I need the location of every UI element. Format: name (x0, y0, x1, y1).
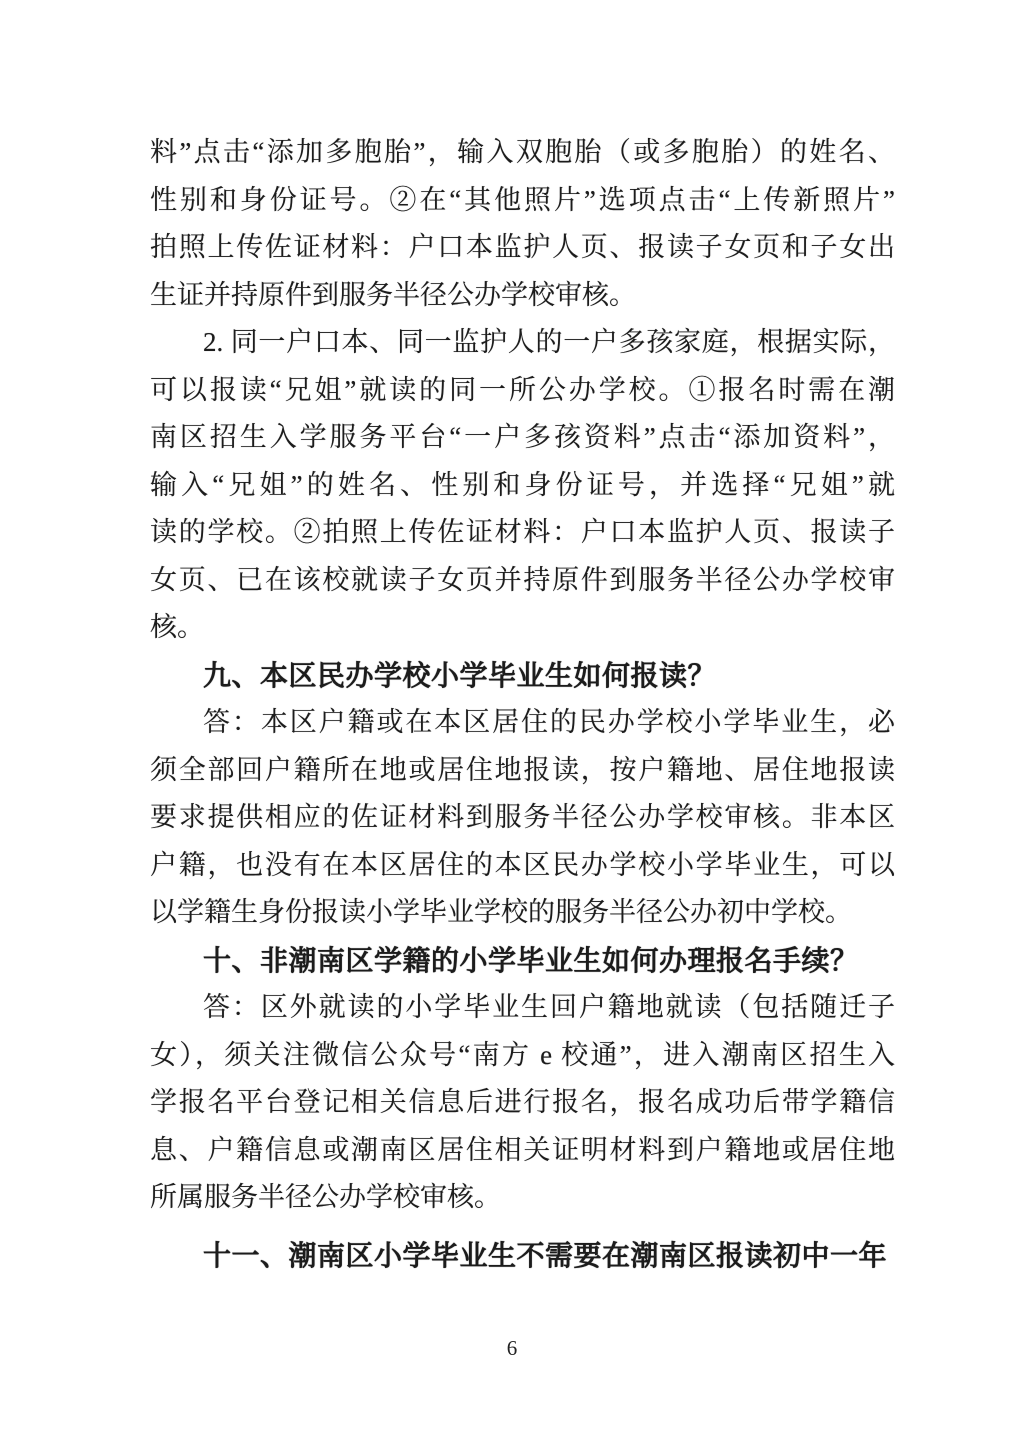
document-body (150, 129, 895, 1279)
body-line: 须全部回户籍所在地或居住地报读，按户籍地、居住地报读 (150, 754, 895, 785)
question-heading-11: 十一、潮南区小学毕业生不需要在潮南区报读初中一年 (203, 1239, 888, 1271)
body-line: 要求提供相应的佐证材料到服务半径公办学校审核。非本区 (150, 802, 895, 832)
body-line: 核。 (150, 612, 204, 642)
body-line: 可以报读“兄姐”就读的同一所公办学校。①报名时需在潮 (150, 374, 895, 405)
question-heading-9: 九、本区民办学校小学毕业生如何报读？ (203, 659, 717, 691)
body-line: 学报名平台登记相关信息后进行报名，报名成功后带学籍信 (150, 1087, 895, 1117)
body-line: 所属服务半径公办学校审核。 (150, 1182, 501, 1212)
body-line: 女），须关注微信公众号“南方 e 校通”，进入潮南区招生入 (150, 1039, 895, 1070)
body-line: 读的学校。②拍照上传佐证材料：户口本监护人页、报读子 (150, 517, 895, 547)
body-line: 输入“兄姐”的姓名、性别和身份证号，并选择“兄姐”就 (150, 469, 895, 500)
body-line: 性别和身份证号。②在“其他照片”选项点击“上传新照片” (150, 184, 895, 215)
page-number: 6 (506, 1336, 518, 1360)
body-line: 以学籍生身份报读小学毕业学校的服务半径公办初中学校。 (150, 897, 852, 927)
question-heading-10: 十、非潮南区学籍的小学毕业生如何办理报名手续？ (203, 944, 859, 976)
body-line: 南区招生入学服务平台“一户多孩资料”点击“添加资料”， (150, 422, 895, 452)
body-line: 2. 同一户口本、同一监护人的一户多孩家庭，根据实际， (203, 327, 895, 357)
body-line: 生证并持原件到服务半径公办学校审核。 (150, 279, 636, 310)
body-line: 拍照上传佐证材料：户口本监护人页、报读子女页和子女出 (150, 232, 895, 262)
body-line: 息、户籍信息或潮南区居住相关证明材料到户籍地或居住地 (150, 1134, 895, 1165)
body-line: 户籍，也没有在本区居住的本区民办学校小学毕业生，可以 (150, 849, 895, 880)
answer-line: 答：本区户籍或在本区居住的民办学校小学毕业生，必 (203, 707, 895, 737)
answer-line: 答：区外就读的小学毕业生回户籍地就读（包括随迁子 (203, 992, 895, 1022)
body-line: 女页、已在该校就读子女页并持原件到服务半径公办学校审 (150, 564, 895, 595)
body-line: 料”点击“添加多胞胎”，输入双胞胎（或多胞胎）的姓名、 (150, 137, 895, 167)
